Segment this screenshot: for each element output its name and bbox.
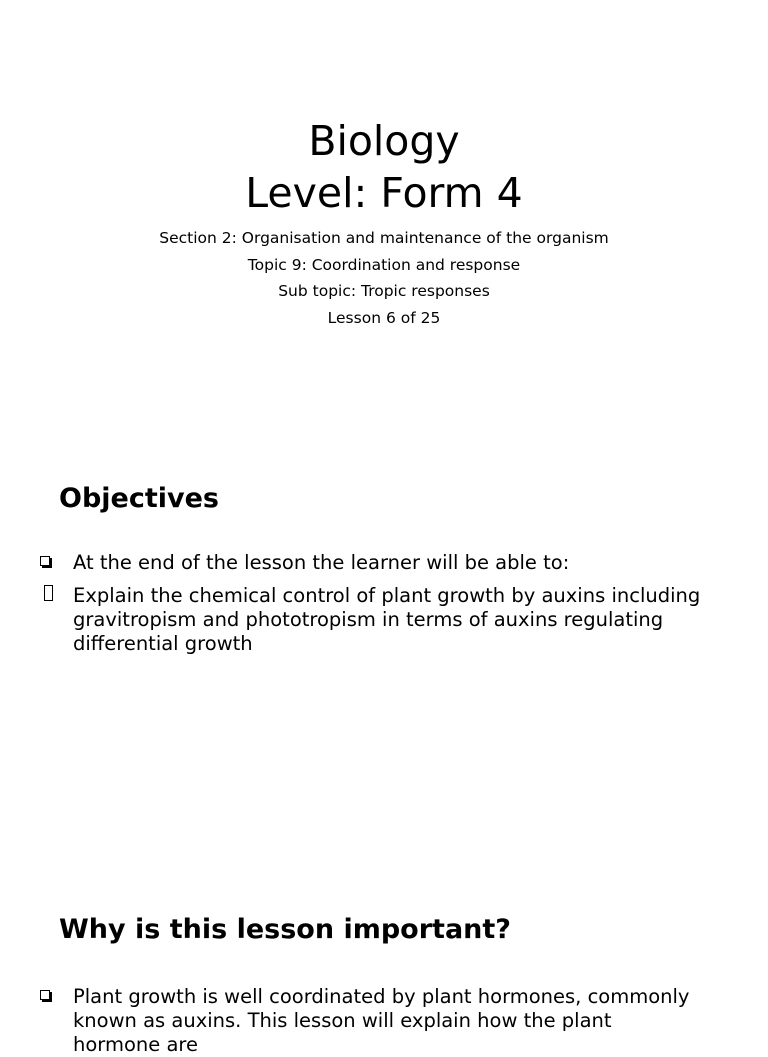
title-slide [0, 0, 768, 430]
section-line: Section 2: Organisation and maintenance of the organism [159, 229, 609, 247]
level-title: Level: Form 4 [245, 169, 523, 217]
subtopic-line: Sub topic: Tropic responses [278, 282, 490, 300]
topic-line: Topic 9: Coordination and response [247, 256, 521, 274]
importance-text: Plant growth is well coordinated by plant hormones, commonly known as auxins. This lesson will explain how the plant hormone are [73, 985, 690, 1056]
checkbox-bullet-icon [40, 990, 50, 1000]
objective-text: Explain the chemical control of plant growth by auxins including gravitropism and phototropism in terms of auxins regulating differential growth [73, 584, 701, 655]
objective-text: At the end of the lesson the learner will be able to: [73, 551, 570, 574]
lesson-line: Lesson 6 of 25 [327, 309, 441, 327]
checkbox-bullet-icon [40, 556, 50, 566]
importance-heading: Why is this lesson important? [59, 914, 511, 945]
missing-glyph-bullet-icon [44, 585, 53, 601]
slide-title: Biology [308, 117, 460, 165]
objectives-heading: Objectives [59, 483, 219, 514]
